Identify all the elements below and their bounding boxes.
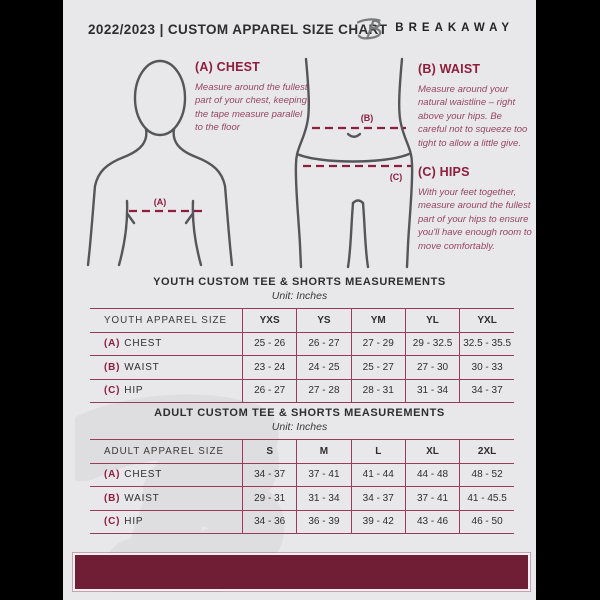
- row-key: (B): [104, 361, 121, 373]
- chest-marker-label: (A): [153, 197, 167, 207]
- row-label: HIP: [124, 516, 144, 528]
- cell: 31 - 34: [405, 379, 459, 403]
- adult-table-title: ADULT CUSTOM TEE & SHORTS MEASUREMENTS: [154, 407, 445, 419]
- table-header-row: [90, 309, 514, 333]
- column-header: 2XL: [460, 440, 514, 464]
- cell: 37 - 41: [297, 463, 351, 487]
- hips-guide-heading: (C) HIPS: [418, 165, 470, 179]
- table-row: [90, 510, 514, 534]
- cell: 25 - 27: [351, 356, 405, 380]
- footer-bar: [73, 553, 530, 591]
- cell: 23 - 24: [243, 356, 297, 380]
- page-title: 2022/2023 | CUSTOM APPAREL SIZE CHART: [88, 22, 388, 37]
- column-header: YM: [351, 309, 405, 333]
- cell: 29 - 31: [243, 487, 297, 511]
- cell: 24 - 25: [297, 356, 351, 380]
- adult-size-table: [90, 439, 514, 534]
- column-header: YOUTH APPAREL SIZE: [90, 309, 243, 333]
- cell: 37 - 41: [405, 487, 459, 511]
- cell: 39 - 42: [351, 510, 405, 534]
- cell: 36 - 39: [297, 510, 351, 534]
- cell: 27 - 28: [297, 379, 351, 403]
- chest-guide-text: Measure around the fullest part of your chest, keeping the tape measure parallel to the floor: [195, 82, 308, 134]
- cell: 26 - 27: [297, 332, 351, 356]
- column-header: XL: [405, 440, 459, 464]
- row-key: (B): [104, 492, 121, 504]
- cell: 28 - 31: [351, 379, 405, 403]
- row-label: HIP: [124, 385, 144, 397]
- table-header-row: [90, 440, 514, 464]
- table-row: [90, 356, 514, 380]
- cell: 27 - 30: [405, 356, 459, 380]
- table-row: [90, 463, 514, 487]
- row-label: CHEST: [124, 338, 163, 350]
- waist-guide-text: Measure around your natural waistline – right above your hips. Be careful not to squeeze too tight to allow a little give.: [418, 84, 528, 149]
- cell: 34 - 37: [460, 379, 514, 403]
- youth-table-title: YOUTH CUSTOM TEE & SHORTS MEASUREMENTS: [153, 276, 446, 288]
- column-header: M: [297, 440, 351, 464]
- row-key: (A): [104, 469, 121, 481]
- table-row: [90, 487, 514, 511]
- row-label: WAIST: [124, 492, 160, 504]
- row-label: CHEST: [124, 469, 163, 481]
- row-key: (A): [104, 338, 121, 350]
- hips-guide-text: With your feet together, measure around the fullest part of your hips to ensure you'll have enough room to move comfortably.: [418, 187, 532, 252]
- cell: 26 - 27: [243, 379, 297, 403]
- column-header: S: [243, 440, 297, 464]
- row-key: (C): [104, 385, 121, 397]
- cell: 32.5 - 35.5: [460, 332, 514, 356]
- table-row: [90, 332, 514, 356]
- waist-guide: [418, 62, 532, 150]
- column-header: YXS: [243, 309, 297, 333]
- brand-lockup: [357, 14, 514, 42]
- chest-guide-heading: (A) CHEST: [195, 60, 260, 74]
- hip-marker-label: (C): [389, 172, 403, 182]
- column-header: YL: [405, 309, 459, 333]
- cell: 41 - 44: [351, 463, 405, 487]
- row-label: WAIST: [124, 361, 160, 373]
- cell: 34 - 37: [351, 487, 405, 511]
- row-key: (C): [104, 516, 121, 528]
- youth-table-unit: Unit: Inches: [271, 290, 328, 302]
- cell: 44 - 48: [405, 463, 459, 487]
- cell: 31 - 34: [297, 487, 351, 511]
- cell: 34 - 36: [243, 510, 297, 534]
- cell: 41 - 45.5: [460, 487, 514, 511]
- adult-table-unit: Unit: Inches: [271, 421, 328, 433]
- cell: 30 - 33: [460, 356, 514, 380]
- column-header: YS: [297, 309, 351, 333]
- waist-marker-label: (B): [360, 113, 374, 123]
- breakaway-logo-icon: [357, 14, 387, 42]
- brand-name: BREAKAWAY: [395, 22, 514, 34]
- column-header: L: [351, 440, 405, 464]
- cell: 27 - 29: [351, 332, 405, 356]
- cell: 48 - 52: [460, 463, 514, 487]
- size-chart-flyer: [63, 0, 536, 600]
- column-header: ADULT APPAREL SIZE: [90, 440, 243, 464]
- chest-guide: [195, 60, 309, 135]
- hips-guide: [418, 165, 532, 253]
- cell: 29 - 32.5: [405, 332, 459, 356]
- table-row: [90, 379, 514, 403]
- cell: 34 - 37: [243, 463, 297, 487]
- waist-guide-heading: (B) WAIST: [418, 62, 481, 76]
- cell: 25 - 26: [243, 332, 297, 356]
- cell: 46 - 50: [460, 510, 514, 534]
- youth-size-table: [90, 308, 514, 403]
- column-header: YXL: [460, 309, 514, 333]
- cell: 43 - 46: [405, 510, 459, 534]
